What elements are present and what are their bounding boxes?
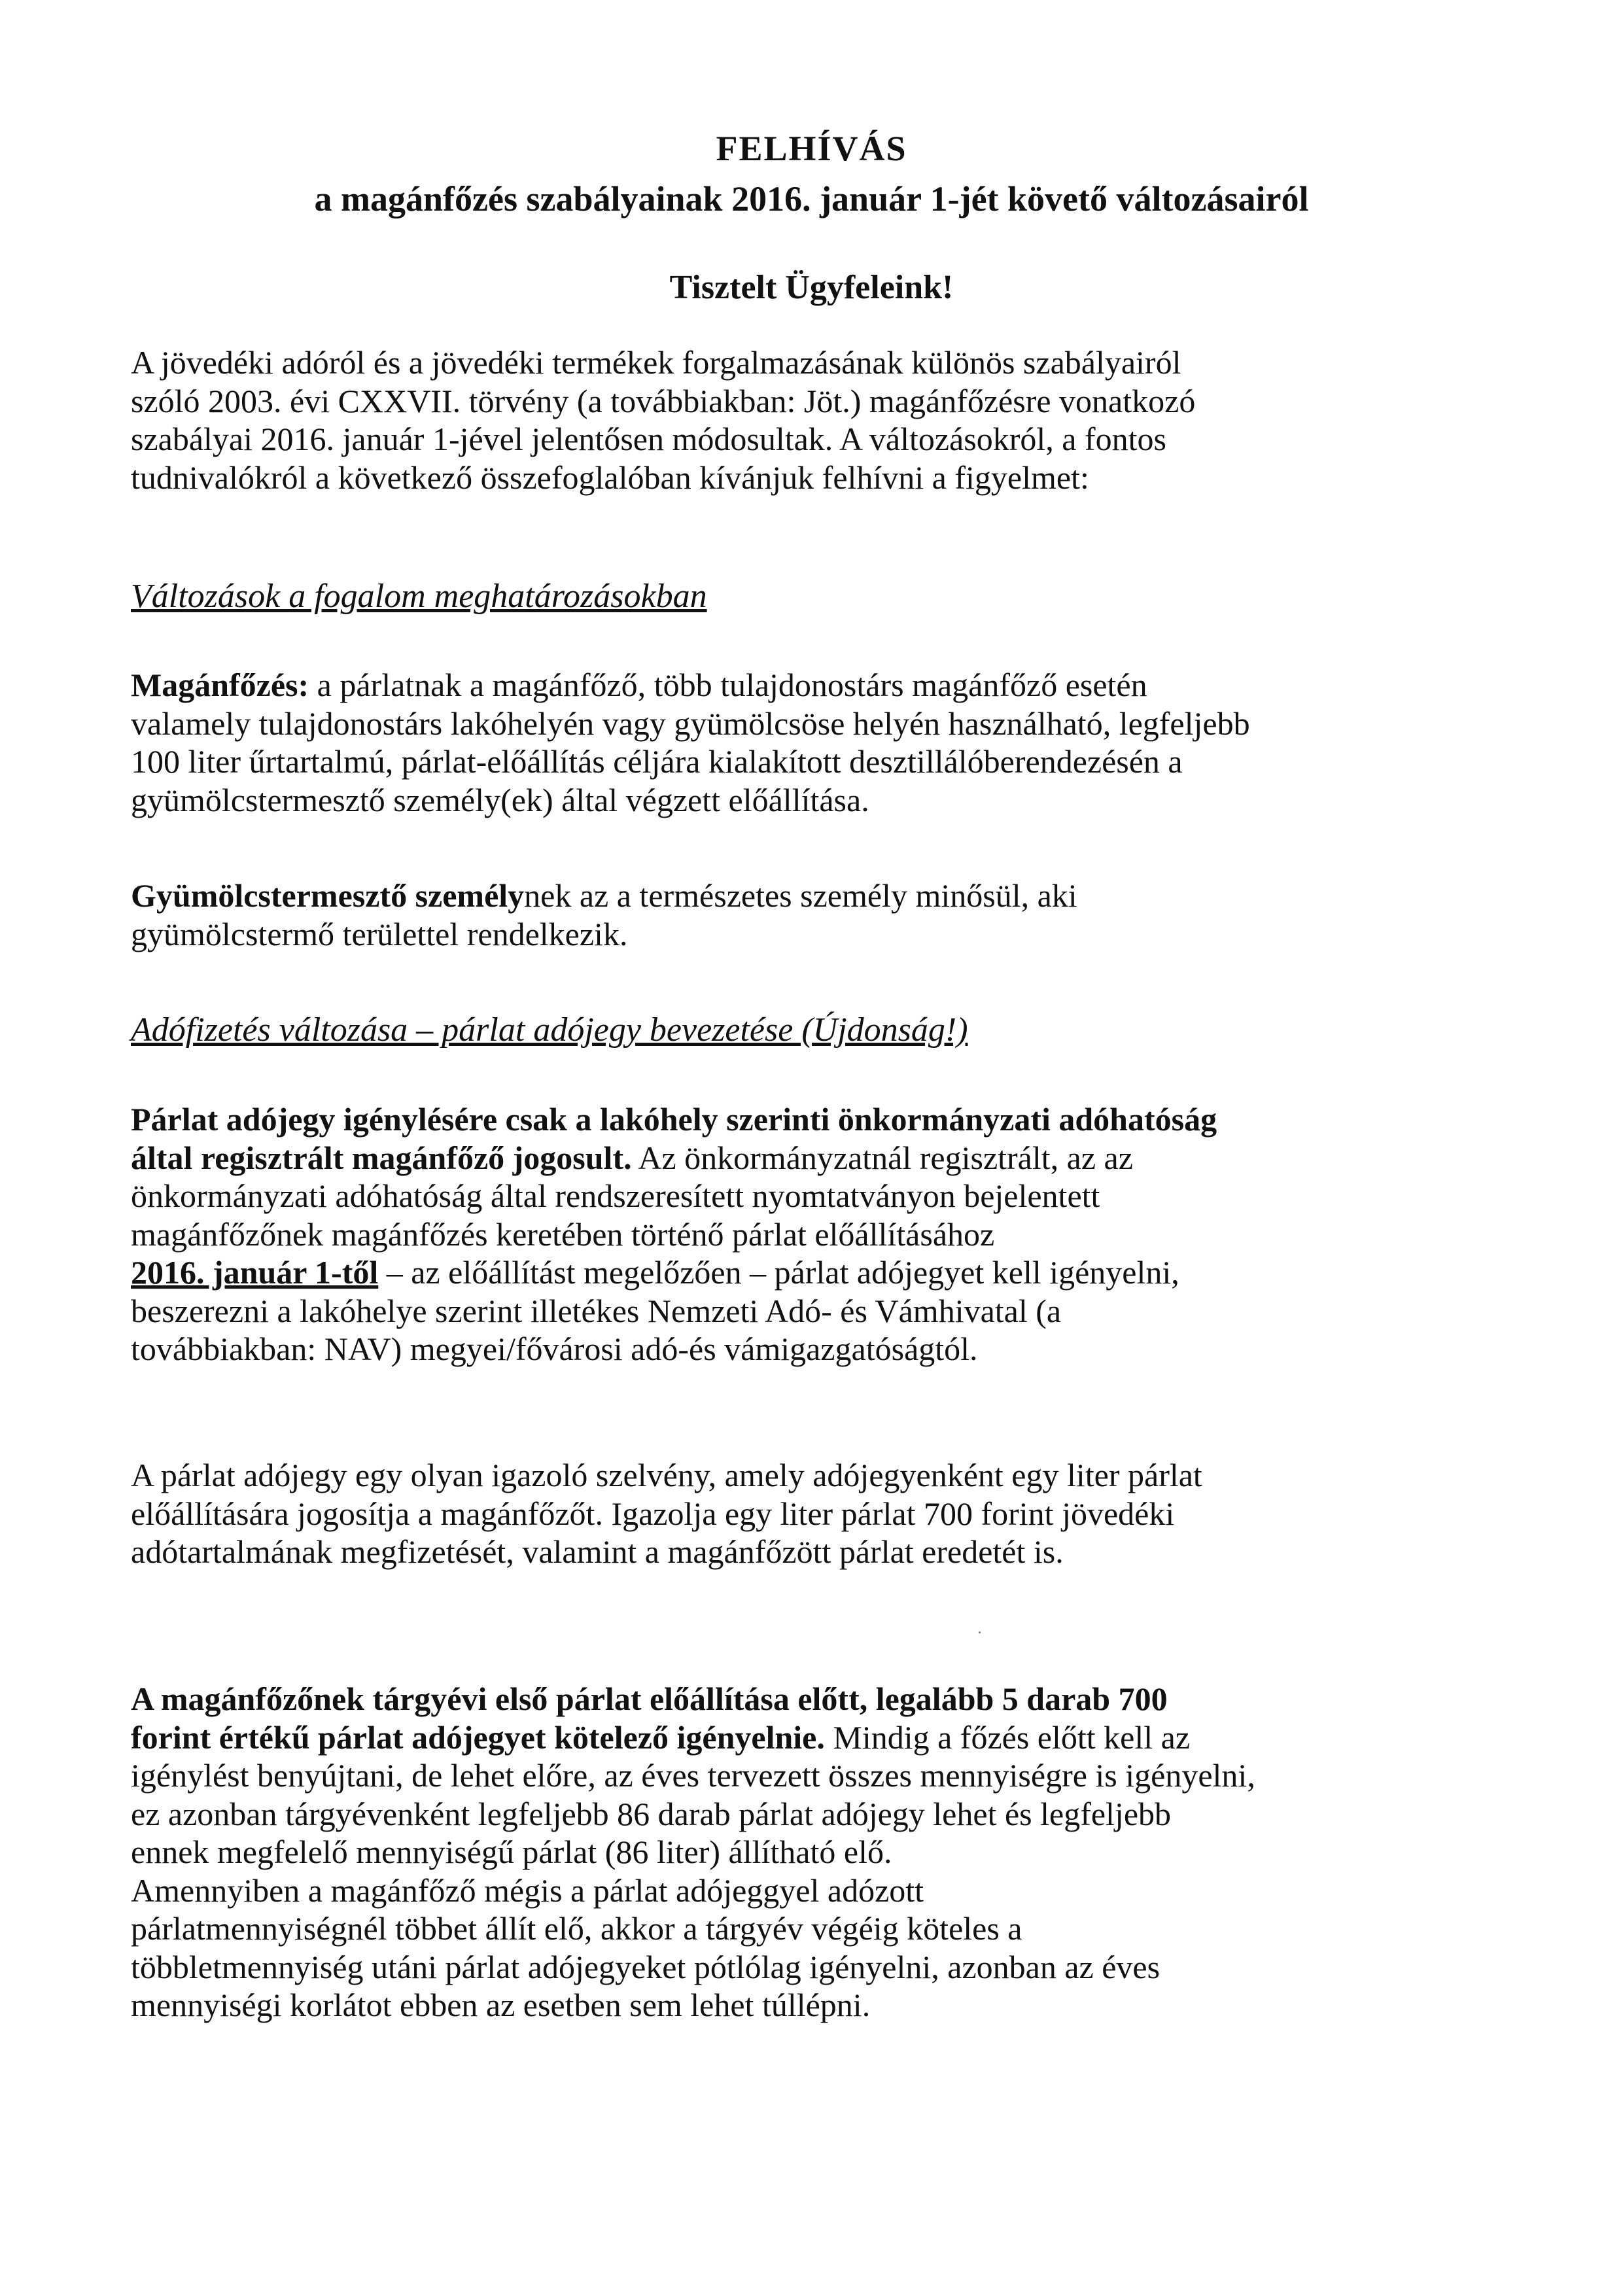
body-line: önkormányzati adóhatóság által rendszeresített nyomtatványon bejelentett bbox=[131, 1177, 1100, 1214]
adojegy-paragraph-3 bbox=[131, 1680, 1505, 2025]
definition-term: Magánfőzés: bbox=[131, 667, 309, 703]
document-title: FELHÍVÁS bbox=[716, 129, 907, 168]
body-line: párlatmennyiségnél többet állít elő, akkor a tárgyév végéig köteles a bbox=[131, 1910, 1022, 1947]
definition-line: 100 liter űrtartalmú, párlat-előállítás céljára kialakított desztillálóberendezésén a bbox=[131, 743, 1183, 780]
body-line: igénylést benyújtani, de lehet előre, az éves tervezett összes mennyiségre is igényelni, bbox=[131, 1757, 1255, 1794]
definition-text: a párlatnak a magánfőző, több tulajdonostárs magánfőző esetén bbox=[309, 667, 1147, 703]
scan-speck bbox=[979, 1631, 981, 1633]
definition-line: gyümölcstermesztő személy(ek) által végzett előállítása. bbox=[131, 781, 869, 818]
intro-line: tudnivalókról a következő összefoglalóban kívánjuk felhívni a figyelmet: bbox=[131, 459, 1089, 496]
body-line: beszerezni a lakóhelye szerint illetékes Nemzeti Adó- és Vámhivatal (a bbox=[131, 1292, 1062, 1329]
bold-line: Párlat adójegy igénylésére csak a lakóhely szerinti önkormányzati adóhatóság bbox=[131, 1101, 1217, 1138]
intro-line: A jövedéki adóról és a jövedéki termékek forgalmazásának különös szabályairól bbox=[131, 344, 1181, 381]
section1-heading: Változások a fogalom meghatározásokban bbox=[131, 578, 707, 615]
body-text: Az önkormányzatnál regisztrált, az az bbox=[631, 1139, 1133, 1176]
definition-gyumolcstermeszto bbox=[131, 877, 1505, 953]
definition-term: Gyümölcstermesztő személy bbox=[131, 877, 525, 914]
bold-text: által regisztrált magánfőző jogosult. bbox=[131, 1139, 632, 1176]
adojegy-paragraph-1 bbox=[131, 1100, 1505, 1368]
document-subtitle: a magánfőzés szabályainak 2016. január 1-jét követő változásairól bbox=[314, 179, 1309, 218]
definition-text: nek az a természetes személy minősül, aki bbox=[524, 877, 1077, 914]
definition-line: valamely tulajdonostárs lakóhelyén vagy gyümölcsöse helyén használható, legfeljebb bbox=[131, 704, 1250, 742]
body-line: A párlat adójegy egy olyan igazoló szelvény, amely adójegyenként egy liter párlat bbox=[131, 1457, 1202, 1493]
body-line: előállítására jogosítja a magánfőzőt. Igazolja egy liter párlat 700 forint jövedéki bbox=[131, 1495, 1175, 1532]
body-line: ez azonban tárgyévenként legfeljebb 86 darab párlat adójegy lehet és legfeljebb bbox=[131, 1795, 1172, 1832]
intro-line: szóló 2003. évi CXXVII. törvény (a továbbiakban: Jöt.) magánfőzésre vonatkozó bbox=[131, 382, 1196, 419]
body-line: adótartalmának megfizetését, valamint a magánfőzött párlat eredetét is. bbox=[131, 1533, 1064, 1570]
bold-line: A magánfőzőnek tárgyévi első párlat előállítása előtt, legalább 5 darab 700 bbox=[131, 1680, 1168, 1717]
definition-line: gyümölcstermő területtel rendelkezik. bbox=[131, 915, 628, 952]
body-line: magánfőzőnek magánfőzés keretében történő párlat előállításához bbox=[131, 1215, 995, 1253]
body-line: ennek megfelelő mennyiségű párlat (86 liter) állítható elő. bbox=[131, 1834, 892, 1870]
intro-line: szabályai 2016. január 1-jével jelentősen módosultak. A változásokról, a fontos bbox=[131, 421, 1166, 457]
section2-heading: Adófizetés változása – párlat adójegy bevezetése (Újdonság!) bbox=[131, 1011, 968, 1049]
body-line: továbbiakban: NAV) megyei/fővárosi adó-és vámigazgatóságtól. bbox=[131, 1331, 978, 1367]
body-text: Mindig a főzés előtt kell az bbox=[824, 1718, 1191, 1756]
effective-date: 2016. január 1-től bbox=[131, 1254, 379, 1291]
definition-maganfozes bbox=[131, 666, 1505, 819]
body-text: – az előállítást megelőzően – párlat adójegyet kell igényelni, bbox=[378, 1254, 1179, 1291]
adojegy-paragraph-2 bbox=[131, 1456, 1505, 1571]
body-line: mennyiségi korlátot ebben az esetben sem lehet túllépni. bbox=[131, 1987, 871, 2023]
greeting: Tisztelt Ügyfeleink! bbox=[669, 269, 954, 306]
intro-paragraph bbox=[131, 343, 1505, 496]
bold-text: forint értékű párlat adójegyet kötelező igényelnie. bbox=[131, 1718, 825, 1756]
body-line: többletmennyiség utáni párlat adójegyeket pótlólag igényelni, azonban az éves bbox=[131, 1948, 1161, 1985]
body-line: Amennyiben a magánfőző mégis a párlat adójeggyel adózott bbox=[131, 1871, 924, 1909]
